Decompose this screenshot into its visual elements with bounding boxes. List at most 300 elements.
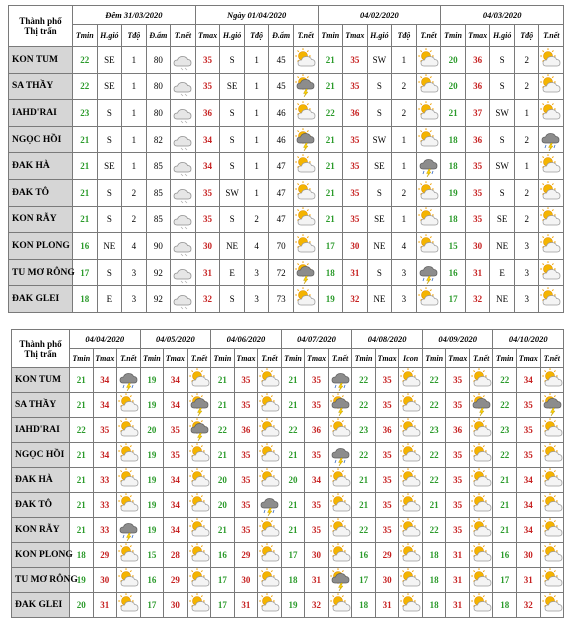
value-m: 85 (146, 179, 171, 206)
value-tmin: 22 (70, 418, 94, 443)
column-header-m: Đ.ẩm (269, 25, 294, 47)
partly-sunny-icon (258, 368, 281, 392)
value-tmin: 21 (352, 493, 376, 518)
weather-cell (171, 47, 196, 74)
sun-cloud-storm-icon (294, 74, 318, 98)
value-m: 85 (146, 206, 171, 233)
partly-sunny-icon (258, 543, 281, 567)
value-tmin: 19 (441, 179, 466, 206)
city-name: SA THẦY (12, 393, 70, 418)
period-header: 04/10/2020 (493, 330, 564, 349)
weather-cell (416, 206, 441, 233)
partly-sunny-icon (188, 468, 211, 492)
weather-cell (258, 518, 282, 543)
partly-sunny-icon (417, 234, 441, 258)
weather-cell (469, 593, 493, 618)
weather-cell (540, 543, 564, 568)
column-header-tmin: Tmin (422, 349, 446, 368)
storm-icon (117, 368, 140, 392)
weather-cell (539, 126, 564, 153)
city-name: KON PLONG (9, 233, 73, 260)
partly-sunny-icon (258, 443, 281, 467)
sun-cloud-storm-icon (188, 393, 211, 417)
value-tmax: 31 (516, 568, 540, 593)
value-h-gi: NE (367, 286, 392, 313)
value-tmax: 32 (465, 286, 490, 313)
value-h-gi: S (367, 259, 392, 286)
value-tmin: 23 (73, 100, 98, 127)
value-m: 85 (146, 153, 171, 180)
table-row (9, 153, 564, 180)
city-header-line-2: Thị trấn (24, 348, 57, 359)
partly-sunny-icon (539, 154, 563, 178)
value-tmin: 19 (140, 368, 164, 393)
weather-cell (416, 286, 441, 313)
value-t: 1 (392, 153, 417, 180)
cloud-night-icon (171, 261, 195, 285)
value-tmin: 18 (422, 568, 446, 593)
sun-cloud-storm-icon (541, 393, 564, 417)
value-tmin: 17 (493, 568, 517, 593)
value-tmax: 34 (164, 368, 188, 393)
column-header-tmax: Tmax (516, 349, 540, 368)
value-t: 1 (244, 179, 269, 206)
city-name: NGỌC HỒI (9, 126, 73, 153)
value-tmin: 21 (281, 493, 305, 518)
partly-sunny-icon (399, 443, 422, 467)
column-header-tmax: Tmax (343, 25, 368, 47)
value-h-gi: NE (490, 286, 515, 313)
column-header-icon: Icon (399, 349, 423, 368)
weather-cell (258, 543, 282, 568)
value-tmin: 18 (73, 286, 98, 313)
value-t: 1 (392, 47, 417, 74)
partly-sunny-icon (539, 48, 563, 72)
value-tmin: 18 (441, 206, 466, 233)
value-tmin: 19 (140, 493, 164, 518)
value-tmax: 30 (164, 593, 188, 618)
value-tmin: 21 (318, 73, 343, 100)
weather-cell (293, 233, 318, 260)
value-tmin: 22 (73, 47, 98, 74)
value-tmax: 35 (343, 73, 368, 100)
weather-cell (171, 126, 196, 153)
value-tmin: 19 (281, 593, 305, 618)
weather-cell (399, 493, 423, 518)
value-tmin: 18 (318, 259, 343, 286)
value-tmax: 31 (446, 593, 470, 618)
value-tmin: 21 (73, 206, 98, 233)
weather-cell (328, 518, 352, 543)
value-tmax: 30 (93, 568, 117, 593)
weather-cell (539, 206, 564, 233)
value-tmax: 35 (375, 518, 399, 543)
partly-sunny-icon (470, 368, 493, 392)
value-h-gi: S (220, 126, 245, 153)
value-tmax: 36 (234, 418, 258, 443)
value-tmin: 16 (493, 543, 517, 568)
partly-sunny-icon (417, 181, 441, 205)
partly-sunny-icon (258, 468, 281, 492)
partly-sunny-icon (117, 543, 140, 567)
value-tmin: 22 (422, 368, 446, 393)
weather-cell (171, 100, 196, 127)
column-header-t-n-t: T.nết (187, 349, 211, 368)
partly-sunny-icon (329, 518, 352, 542)
table-row (12, 368, 564, 393)
value-tmin: 15 (441, 233, 466, 260)
value-tmax: 35 (465, 206, 490, 233)
weather-cell (539, 286, 564, 313)
value-tmax: 34 (305, 468, 329, 493)
value-m: 70 (269, 233, 294, 260)
storm-icon (417, 154, 441, 178)
value-tmin: 20 (441, 73, 466, 100)
sun-cloud-storm-icon (329, 568, 352, 592)
table-row (12, 493, 564, 518)
weather-cell (399, 543, 423, 568)
value-tmax: 30 (305, 543, 329, 568)
table-row (9, 206, 564, 233)
partly-sunny-icon (470, 443, 493, 467)
partly-sunny-icon (329, 468, 352, 492)
value-tmax: 35 (234, 518, 258, 543)
value-t: 2 (514, 179, 539, 206)
weather-cell (258, 443, 282, 468)
city-name: TU MƠ RÔNG (12, 568, 70, 593)
weather-cell (328, 493, 352, 518)
value-t: 2 (392, 100, 417, 127)
weather-cell (293, 259, 318, 286)
value-tmax: 34 (516, 368, 540, 393)
period-header: 04/05/2020 (140, 330, 211, 349)
value-m: 73 (269, 286, 294, 313)
partly-sunny-icon (539, 181, 563, 205)
column-header-h-gi: H.gió (97, 25, 122, 47)
value-tmin: 21 (281, 443, 305, 468)
period-header: 04/02/2020 (318, 6, 441, 25)
value-h-gi: SW (367, 126, 392, 153)
partly-sunny-icon (188, 593, 211, 617)
value-tmin: 22 (422, 443, 446, 468)
value-h-gi: S (367, 179, 392, 206)
value-h-gi: SW (220, 179, 245, 206)
value-tmin: 21 (493, 468, 517, 493)
value-m: 80 (146, 47, 171, 74)
value-tmin: 22 (352, 368, 376, 393)
partly-sunny-icon (541, 593, 564, 617)
value-t: 3 (392, 286, 417, 313)
column-header-t-n-t: T.nết (539, 25, 564, 47)
city-name: ĐAK HÀ (9, 153, 73, 180)
value-h-gi: S (97, 179, 122, 206)
partly-sunny-icon (117, 568, 140, 592)
value-tmin: 21 (281, 368, 305, 393)
value-tmin: 22 (352, 443, 376, 468)
value-t: 3 (392, 259, 417, 286)
partly-sunny-icon (541, 568, 564, 592)
weather-cell (117, 443, 141, 468)
value-tmax: 35 (516, 418, 540, 443)
partly-sunny-icon (399, 568, 422, 592)
value-tmax: 30 (375, 568, 399, 593)
value-tmax: 36 (465, 73, 490, 100)
table-row (9, 73, 564, 100)
weather-cell (293, 47, 318, 74)
partly-sunny-icon (539, 207, 563, 231)
storm-icon (329, 443, 352, 467)
weather-cell (539, 233, 564, 260)
column-header-t: Tđộ (244, 25, 269, 47)
value-tmin: 16 (73, 233, 98, 260)
forecast-table-2 (11, 329, 564, 618)
weather-cell (416, 179, 441, 206)
value-tmax: 35 (195, 73, 220, 100)
column-header-m: Đ.ẩm (146, 25, 171, 47)
weather-cell (469, 443, 493, 468)
table-row (12, 543, 564, 568)
partly-sunny-icon (117, 593, 140, 617)
period-header: Ngày 01/04/2020 (195, 6, 318, 25)
value-tmax: 36 (195, 100, 220, 127)
value-tmin: 22 (422, 468, 446, 493)
value-t: 1 (244, 47, 269, 74)
city-name: TU MƠ RÔNG (9, 259, 73, 286)
partly-sunny-icon (258, 593, 281, 617)
value-m: 82 (146, 126, 171, 153)
sun-cloud-storm-icon (294, 261, 318, 285)
value-tmax: 35 (446, 368, 470, 393)
value-tmin: 19 (318, 286, 343, 313)
value-tmin: 22 (73, 73, 98, 100)
value-tmax: 36 (305, 418, 329, 443)
partly-sunny-icon (329, 493, 352, 517)
weather-cell (469, 368, 493, 393)
partly-sunny-icon (294, 234, 318, 258)
weather-cell (117, 468, 141, 493)
value-tmin: 21 (281, 518, 305, 543)
value-tmax: 35 (465, 153, 490, 180)
partly-sunny-icon (417, 207, 441, 231)
value-tmax: 32 (195, 286, 220, 313)
value-tmin: 22 (493, 393, 517, 418)
value-tmax: 29 (164, 568, 188, 593)
partly-sunny-icon (117, 393, 140, 417)
value-tmax: 35 (375, 443, 399, 468)
partly-sunny-icon (470, 418, 493, 442)
value-tmax: 35 (516, 393, 540, 418)
city-name: ĐAK GLEI (12, 593, 70, 618)
value-m: 47 (269, 206, 294, 233)
value-tmax: 35 (343, 179, 368, 206)
value-t: 1 (514, 100, 539, 127)
value-h-gi: S (490, 47, 515, 74)
value-tmax: 31 (446, 568, 470, 593)
partly-sunny-icon (539, 234, 563, 258)
value-h-gi: NE (97, 233, 122, 260)
column-header-tmin: Tmin (318, 25, 343, 47)
partly-sunny-icon (329, 543, 352, 567)
value-tmax: 36 (375, 418, 399, 443)
value-h-gi: SW (490, 153, 515, 180)
value-h-gi: S (490, 179, 515, 206)
value-t: 3 (122, 286, 147, 313)
value-tmin: 21 (318, 126, 343, 153)
partly-sunny-icon (541, 493, 564, 517)
value-tmax: 35 (234, 393, 258, 418)
value-t: 1 (244, 126, 269, 153)
weather-cell (258, 393, 282, 418)
value-t: 4 (244, 233, 269, 260)
partly-sunny-icon (294, 287, 318, 311)
partly-sunny-icon (188, 568, 211, 592)
value-tmax: 35 (343, 206, 368, 233)
partly-sunny-icon (188, 443, 211, 467)
value-t: 1 (122, 73, 147, 100)
value-tmax: 35 (446, 468, 470, 493)
value-tmin: 22 (211, 418, 235, 443)
value-t: 1 (244, 100, 269, 127)
weather-cell (328, 368, 352, 393)
partly-sunny-icon (470, 593, 493, 617)
period-header: 04/09/2020 (422, 330, 493, 349)
value-tmin: 18 (441, 126, 466, 153)
value-tmax: 31 (93, 593, 117, 618)
city-name: ĐAK TÔ (12, 493, 70, 518)
value-h-gi: S (490, 126, 515, 153)
value-tmin: 21 (73, 179, 98, 206)
value-t: 4 (122, 233, 147, 260)
value-t: 1 (122, 126, 147, 153)
value-t: 1 (392, 126, 417, 153)
table-row (9, 126, 564, 153)
value-tmax: 32 (343, 286, 368, 313)
weather-cell (187, 568, 211, 593)
value-t: 1 (244, 73, 269, 100)
value-tmax: 35 (446, 393, 470, 418)
partly-sunny-icon (541, 418, 564, 442)
value-tmin: 21 (352, 468, 376, 493)
weather-cell (117, 368, 141, 393)
value-tmin: 22 (493, 368, 517, 393)
weather-cell (416, 233, 441, 260)
value-tmax: 36 (343, 100, 368, 127)
value-tmin: 21 (493, 493, 517, 518)
weather-cell (399, 393, 423, 418)
value-tmax: 35 (446, 443, 470, 468)
value-tmin: 17 (73, 259, 98, 286)
city-header-line-2: Thị trấn (24, 26, 57, 36)
value-t: 1 (514, 153, 539, 180)
value-tmax: 35 (195, 206, 220, 233)
weather-cell (416, 47, 441, 74)
weather-cell (539, 47, 564, 74)
storm-icon (539, 128, 563, 152)
column-header-t-n-t: T.nết (171, 25, 196, 47)
partly-sunny-icon (541, 443, 564, 467)
table-row (9, 233, 564, 260)
value-m: 46 (269, 126, 294, 153)
column-header-t-n-t: T.nết (258, 349, 282, 368)
value-t: 2 (244, 206, 269, 233)
value-tmax: 35 (164, 443, 188, 468)
value-tmin: 16 (211, 543, 235, 568)
city-name: SA THẦY (9, 73, 73, 100)
weather-cell (399, 368, 423, 393)
value-tmax: 34 (93, 443, 117, 468)
value-tmin: 22 (352, 393, 376, 418)
weather-cell (293, 73, 318, 100)
weather-cell (399, 468, 423, 493)
value-h-gi: S (220, 47, 245, 74)
value-tmax: 35 (465, 179, 490, 206)
value-tmin: 23 (352, 418, 376, 443)
value-tmin: 17 (441, 286, 466, 313)
value-m: 80 (146, 100, 171, 127)
value-t: 3 (514, 286, 539, 313)
partly-sunny-icon (539, 74, 563, 98)
weather-cell (399, 443, 423, 468)
weather-cell (469, 568, 493, 593)
weather-cell (328, 393, 352, 418)
value-tmax: 35 (234, 468, 258, 493)
value-tmin: 17 (281, 543, 305, 568)
column-header-tmin: Tmin (70, 349, 94, 368)
value-tmin: 18 (70, 543, 94, 568)
weather-cell (117, 418, 141, 443)
value-tmax: 34 (195, 153, 220, 180)
partly-sunny-icon (417, 74, 441, 98)
column-header-t-n-t: T.nết (416, 25, 441, 47)
value-h-gi: S (490, 73, 515, 100)
value-tmax: 35 (234, 368, 258, 393)
partly-sunny-icon (399, 393, 422, 417)
value-tmax: 35 (375, 493, 399, 518)
value-m: 92 (146, 286, 171, 313)
partly-sunny-icon (258, 518, 281, 542)
weather-cell (171, 153, 196, 180)
weather-cell (328, 443, 352, 468)
weather-cell (328, 418, 352, 443)
value-h-gi: NE (490, 233, 515, 260)
value-tmin: 16 (140, 568, 164, 593)
partly-sunny-icon (541, 368, 564, 392)
cloud-night-icon (171, 181, 195, 205)
value-tmin: 22 (422, 393, 446, 418)
city-name: ĐAK GLEI (9, 286, 73, 313)
weather-cell (171, 73, 196, 100)
weather-cell (258, 368, 282, 393)
weather-cell (171, 286, 196, 313)
weather-cell (540, 593, 564, 618)
column-header-tmax: Tmax (195, 25, 220, 47)
table-row (9, 100, 564, 127)
value-tmax: 31 (465, 259, 490, 286)
value-tmax: 36 (446, 418, 470, 443)
value-tmin: 18 (281, 568, 305, 593)
table-row (12, 393, 564, 418)
column-header-tmin: Tmin (281, 349, 305, 368)
sun-cloud-storm-icon (470, 393, 493, 417)
value-tmax: 35 (375, 368, 399, 393)
value-tmax: 34 (516, 468, 540, 493)
weather-cell (328, 568, 352, 593)
partly-sunny-icon (188, 543, 211, 567)
partly-sunny-icon (188, 493, 211, 517)
weather-cell (416, 100, 441, 127)
value-tmin: 21 (318, 153, 343, 180)
column-header-tmin: Tmin (441, 25, 466, 47)
